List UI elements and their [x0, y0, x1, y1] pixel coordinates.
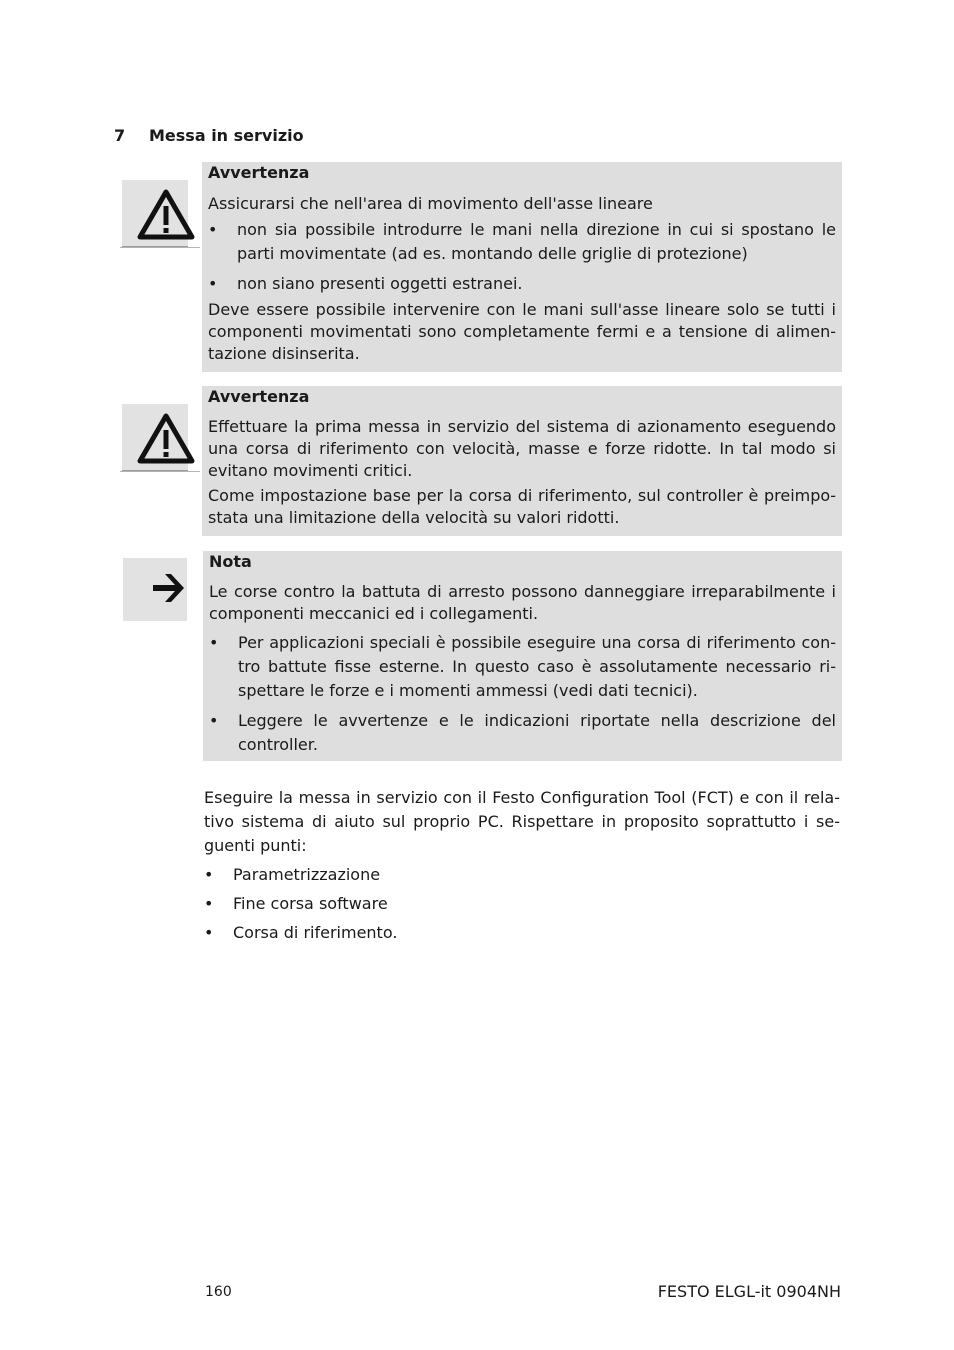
- warning-body-1: [202, 162, 842, 372]
- section-heading: [114, 126, 304, 145]
- warning-body-2: [202, 386, 842, 536]
- note-title: Nota: [209, 552, 252, 571]
- warning-icon-box: [122, 404, 188, 471]
- note-bullet-list: [209, 631, 836, 757]
- section-title: Messa in servizio: [149, 126, 304, 145]
- list-item: • Per applicazioni speciali è possibile eseguire una corsa di riferimento contro battute fisse esterne. In questo caso è assolutamente necessario rispettare le forze e i momenti ammessi (vedi dati tecnici).: [209, 631, 836, 703]
- warning-icon-box: [122, 180, 188, 247]
- note-callout: [120, 551, 842, 763]
- list-item: • Leggere le avvertenze e le indicazioni riportate nella descrizione del controller.: [209, 709, 836, 757]
- arrow-right-icon: [151, 570, 187, 606]
- list-item: • Parametrizzazione: [204, 863, 840, 887]
- note-paragraph: Le corse contro la battuta di arresto possono danneggiare irreparabilmente i componenti meccanici ed i collegamenti.: [209, 582, 836, 623]
- list-item: • non siano presenti oggetti estranei.: [208, 272, 836, 296]
- warning-callout-2: [120, 386, 842, 538]
- note-body: [203, 551, 842, 761]
- warning-triangle-icon: [135, 186, 197, 242]
- list-item: • non sia possibile introdurre le mani nella direzione in cui si spostano le parti movimentate (ad es. montando delle griglie di protezione): [208, 218, 836, 266]
- main-paragraph: Eseguire la messa in servizio con il Festo Configuration Tool (FCT) e con il relativo sistema di aiuto sul proprio PC. Rispettare in proposito soprattutto i seguenti punti:: [204, 788, 840, 855]
- warning-bullet-list: [208, 218, 836, 296]
- document-id: FESTO ELGL-it 0904NH: [657, 1282, 841, 1301]
- warning-paragraph: Effettuare la prima messa in servizio del sistema di azionamento eseguendo una corsa di riferimento con velocità, masse e forze ridotte. In tal modo si evitano movimenti critici.: [208, 417, 836, 480]
- list-item: • Fine corsa software: [204, 892, 840, 916]
- main-content: [204, 786, 840, 950]
- note-icon-box: [123, 558, 187, 621]
- warning-paragraph: Come impostazione base per la corsa di riferimento, sul controller è preimpostata una limitazione della velocità su valori ridotti.: [208, 486, 836, 527]
- warning-title: Avvertenza: [208, 163, 310, 182]
- warning-callout-1: [120, 162, 842, 374]
- main-bullet-list: [204, 863, 840, 945]
- warning-triangle-icon: [135, 410, 197, 466]
- list-item: • Corsa di riferimento.: [204, 921, 840, 945]
- warning-closing: Deve essere possibile intervenire con le mani sull'asse lineare solo se tutti i componenti movimentati sono completamente fermi e a tensione di alimentazione disinserita.: [208, 300, 836, 363]
- warning-title: Avvertenza: [208, 387, 310, 406]
- page-number: 160: [205, 1284, 232, 1300]
- warning-intro: Assicurarsi che nell'area di movimento dell'asse lineare: [208, 194, 653, 213]
- section-number: 7: [114, 126, 126, 145]
